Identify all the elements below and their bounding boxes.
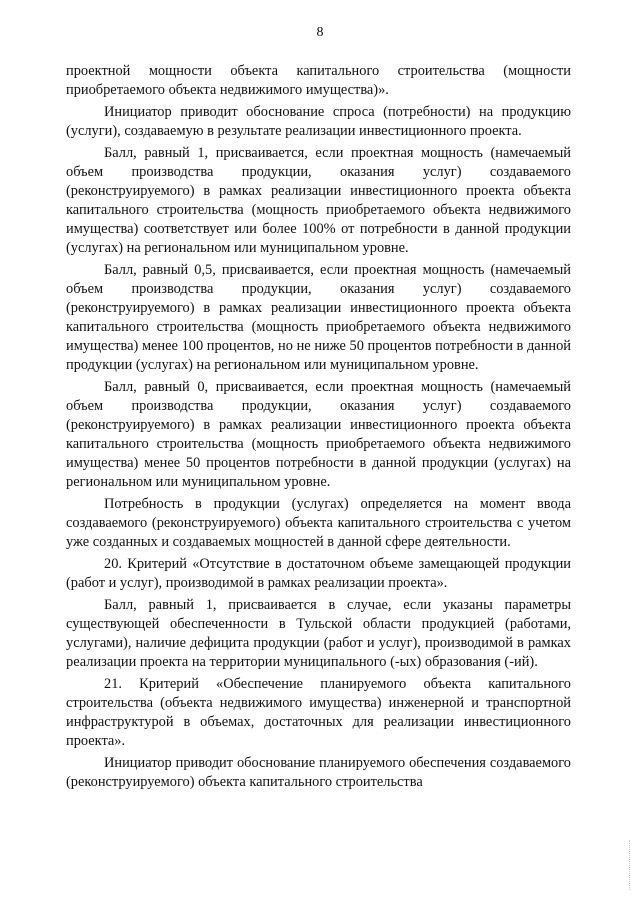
paragraph-score-0-5: Балл, равный 0,5, присваивается, если проектная мощность (намечаемый объем производства продукции, оказания услуг) создаваемого (реконструируемого) в рамках реализации инвестиционного проекта объекта капитального строительства (мощность приобретаемого объекта недвижимого имущества) менее 100 процентов, но не ниже 50 процентов потребности в данной продукции (услугах) на региональном или муниципальном уровне. bbox=[66, 262, 571, 373]
paragraph-score-0: Балл, равный 0, присваивается, если проектная мощность (намечаемый объем производства продукции, оказания услуг) создаваемого (реконструируемого) в рамках реализации инвестиционного проекта объекта капитального строительства (мощность приобретаемого объекта недвижимого имущества) менее 50 процентов потребности в данной продукции (услугах) на региональном или муниципальном уровне. bbox=[66, 379, 571, 490]
paragraph-infrastructure-justification: Инициатор приводит обоснование планируемого обеспечения создаваемого (реконструируемого) объекта капитального строительства bbox=[66, 755, 571, 791]
paragraph-criterion-20: 20. Критерий «Отсутствие в достаточном объеме замещающей продукции (работ и услуг), производимой в рамках реализации проекта». bbox=[66, 556, 571, 591]
paragraph-criterion-21: 21. Критерий «Обеспечение планируемого объекта капитального строительства (объекта недвижимого имущества) инженерной и транспортной инфраструктурой в объемах, достаточных для реализации инвестиционного проекта». bbox=[66, 676, 571, 749]
document-body bbox=[66, 62, 571, 795]
paragraph-demand-definition: Потребность в продукции (услугах) определяется на момент ввода создаваемого (реконструируемого) объекта капитального строительства с учетом уже созданных и создаваемых мощностей в данной сфере деятельности. bbox=[66, 495, 571, 550]
page-number: 8 bbox=[316, 25, 324, 40]
paragraph-score-1: Балл, равный 1, присваивается, если проектная мощность (намечаемый объем производства продукции, оказания услуг) создаваемого (реконструируемого) в рамках реализации инвестиционного проекта объекта капитального строительства (мощность приобретаемого объекта недвижимого имущества) соответствует или более 100% от потребности в данной продукции (услугах) на региональном или муниципальном уровне. bbox=[66, 145, 571, 256]
scan-edge-marks bbox=[625, 840, 630, 890]
paragraph-criterion-20-score: Балл, равный 1, присваивается в случае, если указаны параметры существующей обеспеченности в Тульской области продукцией (работами, услугами), наличие дефицита продукции (работ и услуг), производимой в рамках реализации проекта на территории муниципального (-ых) образования (-ий). bbox=[66, 597, 571, 670]
paragraph-demand-justification: Инициатор приводит обоснование спроса (потребности) на продукцию (услуги), создаваемую в результате реализации инвестиционного проекта. bbox=[66, 104, 571, 140]
paragraph-continuation: проектной мощности объекта капитального строительства (мощности приобретаемого объекта недвижимого имущества)». bbox=[66, 63, 571, 98]
